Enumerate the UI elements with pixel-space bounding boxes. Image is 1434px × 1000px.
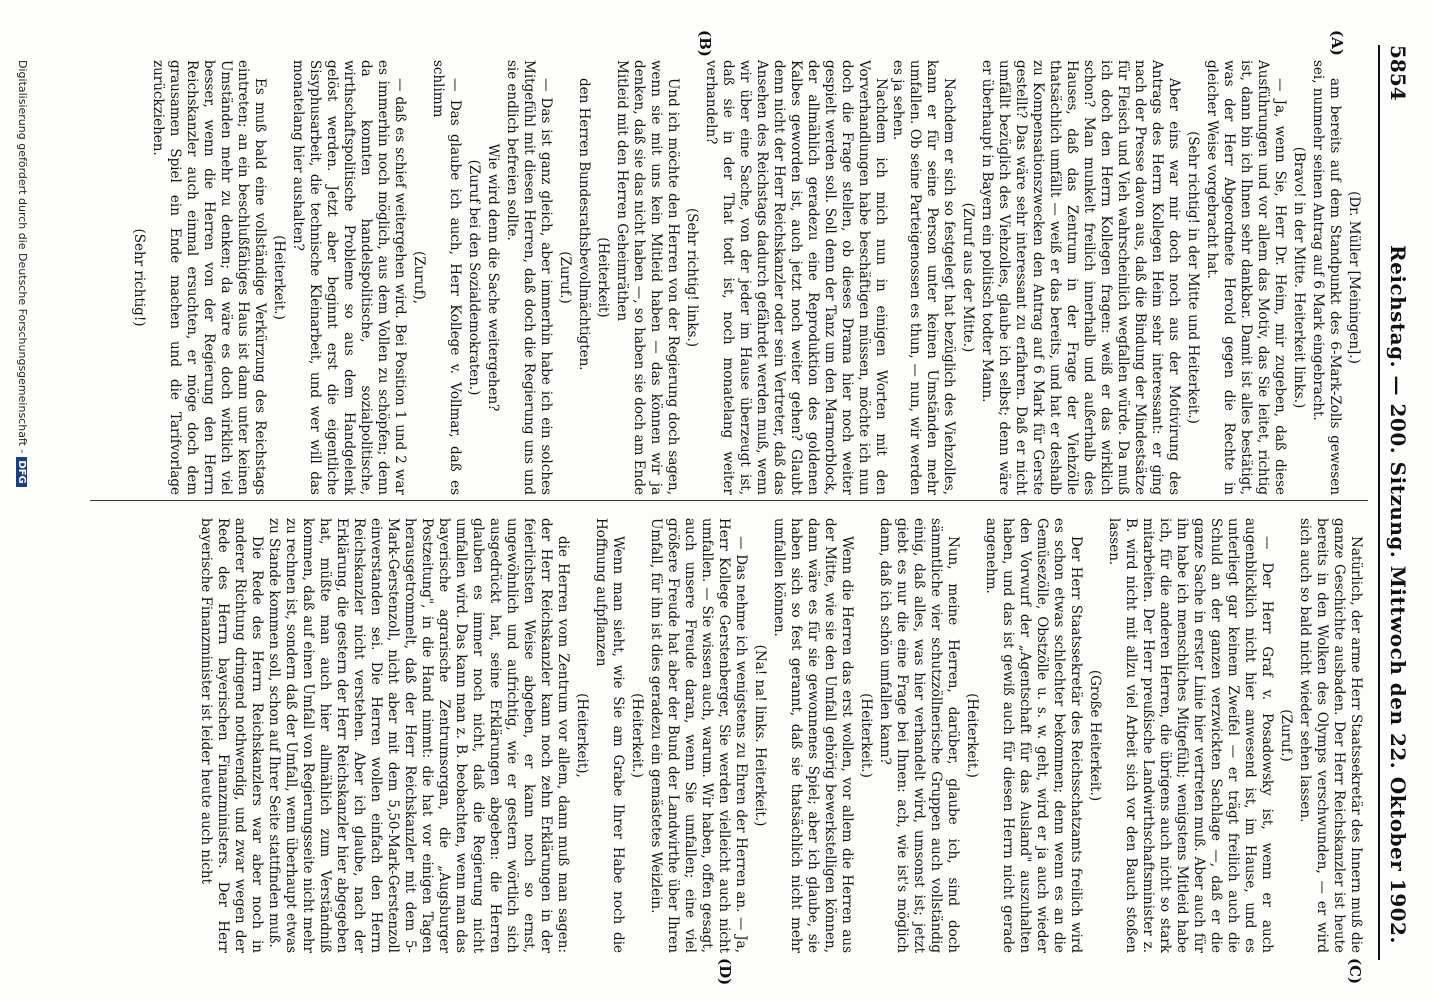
paragraph: am bereits auf dem Standpunkt des 6-Mark-Zolls gewesen sei, nunmehr seinen Antrag auf 6 Mark eingebracht. <box>1310 60 1343 495</box>
paragraph: Wenn man sieht, wie Sie am Grabe Ihrer Habe noch die Hoffnung aufpflanzen <box>593 518 626 953</box>
stage-direction: (Zuruf.) <box>557 251 573 304</box>
paragraph: — Das ist ganz gleich, aber immerhin habe ich ein solches Mitgefühl mit diesen Herren, daß doch die Regierung uns und sie endlich befreien sollte. <box>504 60 554 495</box>
paragraph: Wenn die Herren das erst wollen, vor allem die Herren aus der Mitte, wie sie den Umfall gehörig bewerkstelligen können, dann wäre es für sie gewonnenes Spiel; aber ich glaube, sie haben sich so fest gerannt, daß sie thatsächlich nicht mehr umfallen können. <box>771 518 855 953</box>
paragraph: Nachdem er sich so festgelegt hat bezüglich des Viehzolles, kann er für seine Person unter keinen Umständen mehr umfallen. Ob seine Parteigenossen es thun, — nun, wir werden es ja sehen. <box>890 60 957 495</box>
stage-direction: (Sehr richtig! in der Mitte und Heiterkeit.) <box>1185 131 1201 424</box>
paragraph: — Der Herr Graf v. Posadowsky ist, wenn er auch augenblicklich nicht hier anwesend ist, im Hause, und es unterliegt gar keinem Zweifel — er trägt freilich auch die Schuld an der ganzen verzwickten Sachlage —, daß er die ganze Sache in erster Linie hier vertreten muß. Aber auch für ihn habe ich menschliches Mitgefühl; wenigstens Mitleid habe ich, für die anderen Herren, die übrigens auch nicht so stark mitarbeiten. Der Herr preußische Landwirthschaftsminister z. B. wird nicht mit allzu viel Arbeit sich vor den Bauch stoßen lassen. <box>1106 518 1275 953</box>
stage-direction: (Sehr richtig! links.) <box>684 207 700 348</box>
stage-direction: (Zuruf bei den Sozialdemokraten.) <box>466 159 482 396</box>
stage-direction: (Heiterkeit) <box>595 237 611 318</box>
paragraph: Natürlich, der arme Herr Staatssekretär des Innern muß die ganze Geschichte ausbaden. Der Herr Reichskanzler ist heute bereits in den Wolken des Olymps verschwunden, — er wird sich auch so bald nicht wieder sehen lassen. <box>1297 518 1364 953</box>
stage-direction: (Heiterkeit), <box>574 693 590 778</box>
stage-direction: (Bravo! in der Mitte. Heiterkeit links.) <box>1291 146 1307 409</box>
paragraph: den Herren Bundesrathsbevollmächtigten. <box>576 78 592 371</box>
stage-direction: (Zuruf aus der Mitte.) <box>960 202 976 353</box>
paragraph: — Das glaube ich auch, Herr Kollege v. Vollmar, daß es schlimm <box>430 60 463 495</box>
margin-marker-a: (A) <box>1328 30 1346 56</box>
stage-direction: (Na! na! links. Heiterkeit.) <box>752 644 768 827</box>
left-text-column <box>128 60 1364 495</box>
credit-text: Digitalisierung gefördert durch die Deutsche Forschungsgemeinschaft - <box>16 60 29 454</box>
right-text-column <box>197 518 1364 953</box>
stage-direction: Wie wird denn die Sache weitergehen? <box>485 143 501 412</box>
paragraph: — Das nehme ich wenigstens zu Ehren der Herren an. — Ja, Herr Kollege Gerstenberger, Sie werden vielleicht auch nicht umfallen. — Sie wissen auch, warum. Wir haben, offen gesagt, auch unsere Freude daran, wenn Sie umfallen; eine viel größere Freude hat aber der Bund der Landwirthe über Ihren Umfall, für ihn ist dies geradezu ein gemästetes Weizlein. <box>648 518 749 953</box>
paragraph: — Ja, wenn Sie, Herr Dr. Heim, mir zugeben, daß diese Ausführungen und vor allem das Motiv, das Sie leitet, richtig ist, dann bin ich Ihnen sehr dankbar. Damit ist alles bestätigt, was der Herr Abgeordnete Herold gegen die Rechte in gleicher Weise vorgebracht hat. <box>1204 60 1288 495</box>
page-number: 5854 <box>1386 45 1410 101</box>
paragraph: Die Rede des Herrn Reichskanzlers war aber noch in anderer Richtung dringend nothwendig, und zwar wegen der Rede des Herrn bayerischen Finanzministers. Der Herr bayerische Finanzminister ist leider heute auch nicht <box>198 518 265 953</box>
page-header <box>1378 45 1414 960</box>
stage-direction: (Heiterkeit.) <box>629 693 645 778</box>
column-divider <box>90 500 1368 501</box>
stage-direction: (Dr. Müller [Meiningen].) <box>1346 191 1362 364</box>
stage-direction: (Heiterkeit.) <box>271 235 287 320</box>
paragraph: die Herren vom Zentrum vor allem, dann muß man sagen: der Herr Reichskanzler kann noch zehn Erklärungen in der feierlichsten Weise abgeben, er kann noch so ernst, ungewöhnlich und aufrichtig, wie er gestern wörtlich sich ausgedrückt hat, seine Erklärungen abgeben: die Herren glauben es immer noch nicht, daß die Regierung nicht umfallen wird. Das kann man z. B. beobachten, wenn man das bayerische agrarische Zentrumsorgan, die „Augsburger Postzeitung", in die Hand nimmt: die hat vor einigen Tagen herausgetrommelt, daß der Herr Reichskanzler mit dem 5-Mark-Gerstenzoll, nicht aber mit dem 5,50-Mark-Gerstenzoll einverstanden sei. Die Herren wollen einfach den Herrn Reichskanzler nicht verstehen. Aber ich glaube, nach der Erklärung, die gestern der Herr Reichskanzler hier abgegeben hat, müßte man auch hier allmählich zum Verständniß kommen, daß auf einen Umfall von Regierungsseite nicht mehr zu rechnen ist, sondern daß der Umfall, wenn überhaupt etwas zu Stande kommen soll, schon auf Ihrer Seite stattfinden muß. <box>266 518 571 953</box>
paragraph: Der Herr Staatssekretär des Reichsschatzamts freilich wird es schon etwas schlechter bekommen; denn wenn es an die Gemüsezölle, Obstzölle u. s. w. geht, wird er ja auch wieder den Vorwurf der „Agentschaft für das Ausland" auszuhalten haben, und das ist gewiß auch für diesen Herrn nicht gerade angenehm. <box>983 518 1084 953</box>
digitization-credit <box>16 60 29 487</box>
paragraph: Nun, meine Herren, darüber, glaube ich, sind doch sämmtliche vier schutzzöllnerische Gruppen auch vollständig einig, daß alles, was hier verhandelt wird, umsonst ist; jetzt giebt es nur die eine Frage bei Ihnen: ach, wie ist's möglich dann, daß ich schön umfallen kann? <box>877 518 961 953</box>
stage-direction: (Große Heiterkeit.) <box>1087 669 1103 802</box>
stage-direction: (Heiterkeit.) <box>858 693 874 778</box>
stage-direction: (Heiterkeit.) <box>964 693 980 778</box>
page-title: Reichstag. — 200. Sitzung. Mittwoch den 22. Oktober 1902. <box>1386 245 1410 944</box>
stage-direction: (Zuruf.) <box>1278 709 1294 762</box>
stage-direction: (Sehr richtig!) <box>131 228 147 327</box>
paragraph: Und ich möchte den Herren von der Regierung doch sagen, wenn sie mit uns kein Mitleid haben — das können wir ja denken, daß sie das nicht haben —, so haben sie doch am Ende Mitleid mit den Herren Geheimräthen <box>614 60 681 495</box>
margin-marker-d: (D) <box>716 958 734 986</box>
paragraph: Es muß bald eine vollständige Verkürzung des Reichstags eintreten; an ein beschlußfähiges Haus ist dann unter keinen Umständen mehr zu denken; da wäre es doch wirklich viel besser, wenn die Herren von der Regierung den Herrn Reichskanzler auch einmal ersuchten, er möge doch dem grausamen Spiel ein Ende machen und die Tarifvorlage zurückziehen. <box>150 60 268 495</box>
margin-marker-b: (B) <box>696 30 714 57</box>
paragraph: — daß es schief weitergehen wird. Bei Position 1 und 2 war es immerhin noch möglich, aus dem Vollen zu schöpfen; denn da konnten handelspolitische, sozialpolitische, wirthschaftspolitische Probleme so aus dem Handgelenk gelöst werden. Jetzt aber beginnt erst die eigentliche Sisyphusarbeit, die technische Kleinarbeit, und wer will das monatelang hier aushalten? <box>290 60 408 495</box>
paragraph: Aber eins war mir doch noch aus der Motivirung des Antrags des Herrn Kollegen Heim sehr interessant: er ging nach der Presse davon aus, daß die Bindung der Mindestsätze für Fleisch und Vieh wahrscheinlich wegfallen würde. Da muß ich doch den Herrn Kollegen fragen: weiß er das wirklich schon? Man munkelt freilich innerhalb und außerhalb des Hauses, daß das Zentrum in der Frage der Viehzölle thatsächlich umfällt — weiß er das bereits, und hat er deshalb zu Kompensationszwecken den Antrag auf 6 Mark für Gerste gestellt? Das wäre sehr interessant zu erfahren. Daß er nicht umfällt bezüglich des Viehzolles, glaube ich selbst; denn wäre er überhaupt in Bayern ein politisch todter Mann. <box>979 60 1182 495</box>
margin-marker-c: (C) <box>1346 958 1364 985</box>
dfg-logo: DFG <box>16 457 27 486</box>
stage-direction: (Zuruf), <box>411 250 427 305</box>
paragraph: Nachdem ich mich nun in einigen Worten mit den Vorverhandlungen habe beschäftigen müssen, möchte ich nun doch die Frage stellen, ob dieses Drama hier noch weiter gespielt werden soll. Soll denn der Tanz um den Marmorblock, der allmählich geradezu eine Reproduktion des goldenen Kalbes geworden ist, auch jetzt noch weiter gehen? Glaubt denn nicht der Herr Reichskanzler oder sein Vertreter, daß das Ansehen des Reichstags dadurch gefährdet werden muß, wenn wir über eine Sache, von der jeder im Hause überzeugt ist, daß sie in der That todt ist, noch monatelang weiter verhandeln? <box>703 60 889 495</box>
